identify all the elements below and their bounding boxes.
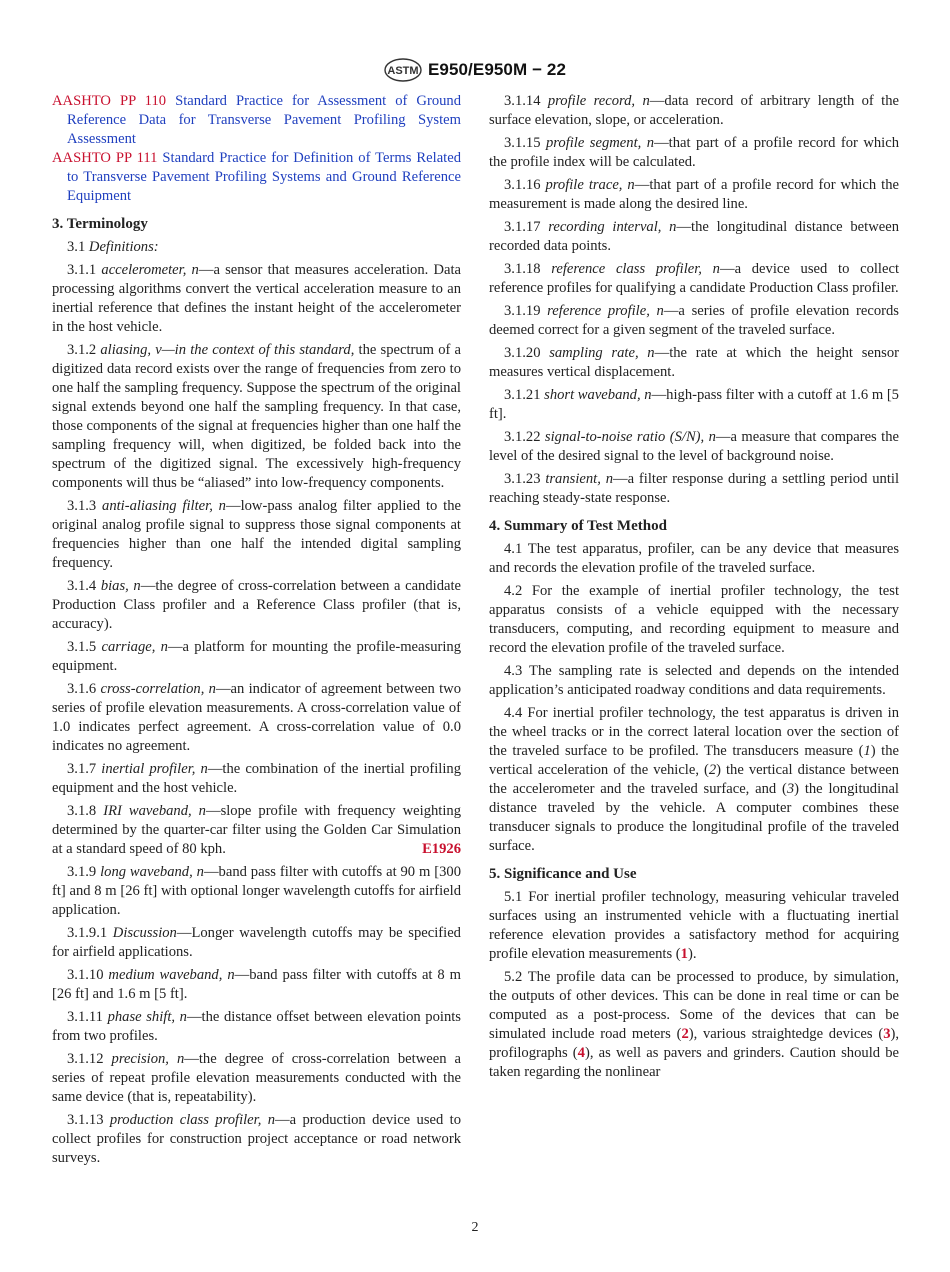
definition-list-4 xyxy=(489,92,899,508)
para-4-4: 4.4 For inertial profiler technology, the test apparatus is driven in the wheel tracks or in the correct lateral location over the section of the traveled surface to be profiled. The transducers measure (1) the vertical acceleration of the vehicle, (2) the vertical distance between the accelerometer and the traveled surface, and (3) the longitudinal distance traveled by the vehicle. A computer combines these transducer signals to produce the longitudinal profile of the traveled surface. xyxy=(489,705,899,854)
definition-item: 3.1.7 inertial profiler, n—the combination of the inertial profiling equipment and the host vehicle. xyxy=(52,761,461,796)
section-5-heading: 5. Significance and Use xyxy=(489,866,637,882)
definition-item: 3.1.11 phase shift, n—the distance offset between elevation points from two profiles. xyxy=(52,1009,461,1044)
definition-item: 3.1.5 carriage, n—a platform for mounting the profile-measuring equipment. xyxy=(52,639,461,674)
reference-title-link[interactable]: Standard Practice for Assessment of Ground Reference Data for Transverse Pavement Profiling System Assessment xyxy=(67,93,462,147)
reference-code-link[interactable]: AASHTO PP 111 xyxy=(52,150,158,166)
definition-list-3 xyxy=(52,966,461,1168)
definition-item: 3.1.9 long waveband, n—band pass filter with cutoffs at 90 m [300 ft] and 8 m [26 ft] with optional longer wavelength cutoffs for airfield application. xyxy=(52,864,461,918)
definition-item: 3.1.8 IRI waveband, n—slope profile with frequency weighting determined by the quarter-car filter using the Golden Car Simulation at a standard speed of 80 kph. E1926 xyxy=(52,803,461,857)
definition-item: 3.1.23 transient, n—a filter response during a settling period until reaching steady-state response. xyxy=(489,471,900,506)
citation-link[interactable]: 2 xyxy=(681,1026,689,1042)
para-5-1: 5.1 For inertial profiler technology, measuring vehicular traveled surfaces using an instrumented vehicle with a fluctuating inertial reference elevation provides a satisfactory method for acquiring profile elevation measurements (1). xyxy=(489,889,899,962)
definition-item: 3.1.10 medium waveband, n—band pass filter with cutoffs at 8 m [26 ft] and 1.6 m [5 ft]. xyxy=(52,967,461,1002)
standard-reference-link[interactable]: E1926 xyxy=(422,841,461,857)
section-3-heading: 3. Terminology xyxy=(52,216,148,232)
right-column xyxy=(489,92,899,1086)
para-4-2: 4.2 For the example of inertial profiler technology, the test apparatus consists of a vehicle equipped with the necessary transducers, computing, and recording equipment to measure and record the elevation profile of the traveled surface. xyxy=(489,583,899,656)
definition-item: 3.1.20 sampling rate, n—the rate at which the height sensor measures vertical displacement. xyxy=(489,345,899,380)
standard-designation: E950/E950M − 22 xyxy=(427,60,567,79)
definitions-intro: 3.1 Definitions: xyxy=(67,239,159,255)
reference-title-link[interactable]: Standard Practice for Definition of Terms Related to Transverse Pavement Profiling Systems and Ground Reference Equipment xyxy=(67,150,461,204)
para-4-3: 4.3 The sampling rate is selected and depends on the intended application’s anticipated roadway conditions and data requirements. xyxy=(489,663,899,698)
definition-item: 3.1.6 cross-correlation, n—an indicator of agreement between two series of profile elevation measurements. A cross-correlation value of 1.0 indicates perfect agreement. A cross-correlation value of 0.0 indicates no agreement. xyxy=(52,681,461,754)
page-number: 2 xyxy=(471,1220,479,1235)
definition-item: 3.1.12 precision, n—the degree of cross-correlation between a series of repeat profile elevation measurements conducted with the same device (that is, repeatability). xyxy=(52,1051,461,1105)
definition-item: 3.1.2 aliasing, v—in the context of this standard, the spectrum of a digitized data record exists over the range of frequencies from zero to one half the sampling frequency. Suppose the spectrum of the original signal extends beyond one half the sampling frequency. In that case, those components of the signal at frequencies higher than one half the sampling frequency will, when digitized, be folded back into the spectrum of the digitized signal. The excessively high-frequency components will thus be “aliased” into low-frequency components. xyxy=(52,342,462,491)
definition-item: 3.1.14 profile record, n—data record of arbitrary length of the surface elevation, slope, or acceleration. xyxy=(489,93,899,128)
reference-item xyxy=(52,149,461,206)
section-4-heading: 4. Summary of Test Method xyxy=(489,518,667,534)
definition-item: 3.1.19 reference profile, n—a series of profile elevation records deemed correct for a given segment of the traveled surface. xyxy=(489,303,899,338)
reference-code-link[interactable]: AASHTO PP 110 xyxy=(52,93,167,109)
para-5-2: 5.2 The profile data can be processed to produce, by simulation, the outputs of other devices. This can be done in real time or can be computed as a post-process. Some of the devices that can be simulated include road meters (2), various straightedge devices (3), profilographs (4), as well as pavers and grinders. Caution should be taken regarding the nonlinear xyxy=(489,969,899,1080)
astm-logo-icon xyxy=(384,58,422,82)
reference-list xyxy=(52,92,461,206)
definition-list-1 xyxy=(52,261,461,798)
discussion-item: 3.1.9.1 Discussion—Longer wavelength cutoffs may be specified for airfield applications. xyxy=(52,925,461,960)
definition-list-2 xyxy=(52,863,461,920)
definition-item: 3.1.13 production class profiler, n—a production device used to collect profiles for construction project acceptance or road network surveys. xyxy=(52,1112,461,1166)
definition-item: 3.1.3 anti-aliasing filter, n—low-pass analog filter applied to the original analog profile signal to suppress those signal components at frequencies higher than one half the intended digital sampling frequency. xyxy=(52,498,461,571)
para-4-1: 4.1 The test apparatus, profiler, can be any device that measures and records the elevation profile of the traveled surface. xyxy=(489,541,899,576)
citation-link[interactable]: 3 xyxy=(883,1026,891,1042)
definition-item: 3.1.15 profile segment, n—that part of a profile record for which the profile index will be calculated. xyxy=(489,135,900,170)
svg-text:ASTM: ASTM xyxy=(387,65,419,77)
definition-item: 3.1.21 short waveband, n—high-pass filter with a cutoff at 1.6 m [5 ft]. xyxy=(489,387,899,422)
citation-link[interactable]: 1 xyxy=(680,946,688,962)
definition-item: 3.1.17 recording interval, n—the longitudinal distance between recorded data points. xyxy=(489,219,899,254)
citation-link[interactable]: 4 xyxy=(577,1045,585,1061)
page-header xyxy=(0,57,950,83)
definition-item: 3.1.1 accelerometer, n—a sensor that measures acceleration. Data processing algorithms convert the vertical acceleration measure to an inertial reference that defines the instant height of the accelerometer in the host vehicle. xyxy=(52,262,462,335)
definition-item: 3.1.22 signal-to-noise ratio (S/N), n—a measure that compares the level of the desired signal to the level of background noise. xyxy=(489,429,899,464)
definition-item: 3.1.18 reference class profiler, n—a device used to collect reference profiles for qualifying a candidate Production Class profiler. xyxy=(489,261,899,296)
left-column xyxy=(52,92,461,1172)
definition-item: 3.1.16 profile trace, n—that part of a profile record for which the measurement is made along the desired line. xyxy=(489,177,900,212)
definition-item: 3.1.4 bias, n—the degree of cross-correlation between a candidate Production Class profiler and a Reference Class profiler (that is, accuracy). xyxy=(52,578,461,632)
reference-item xyxy=(52,92,461,149)
